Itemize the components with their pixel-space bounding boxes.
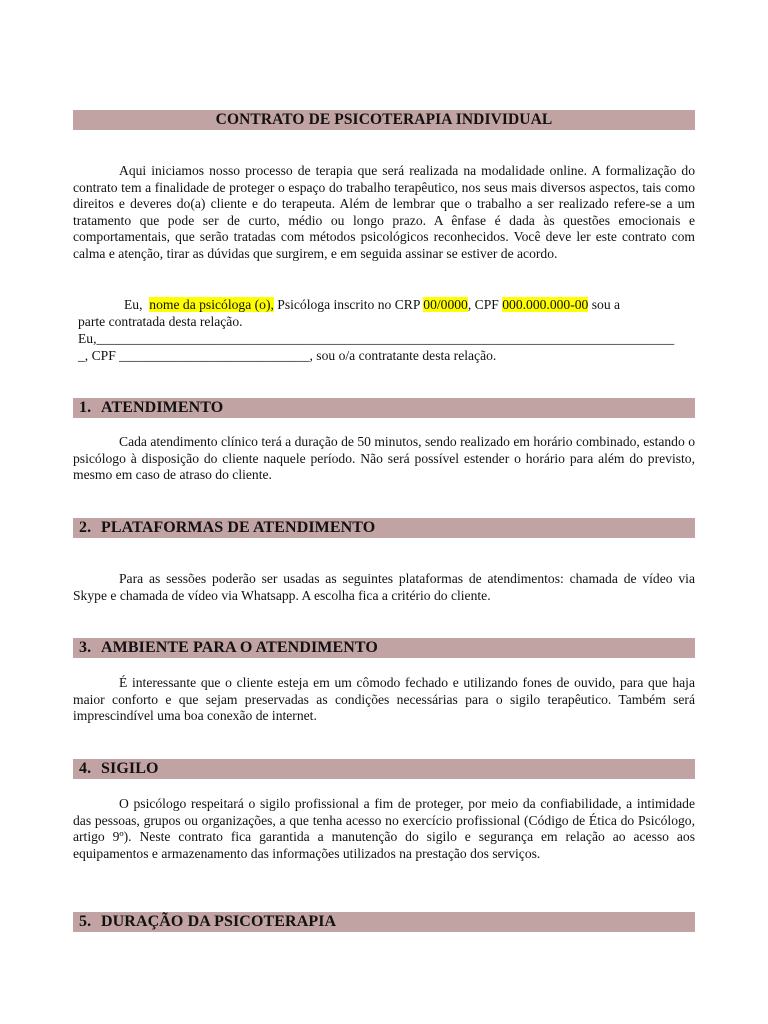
section-heading-atendimento: [73, 398, 695, 418]
client-name-line: Eu,_____________________________________________________________________________________: [78, 331, 675, 346]
section-title: DURAÇÃO DA PSICOTERAPIA: [101, 913, 337, 930]
section-title: PLATAFORMAS DE ATENDIMENTO: [101, 519, 376, 536]
section-number: 3.: [79, 639, 92, 656]
crp-prefix: Psicóloga inscrito no CRP: [273, 297, 424, 312]
crp-value-field: 00/0000: [423, 297, 468, 312]
section-text-plataformas: Para as sessões poderão ser usadas as seguintes plataformas de atendimentos: chamada de vídeo via Skype e chamada de vídeo via Whatsapp. A escolha fica a critério do cliente.: [73, 571, 695, 603]
parties-line-1: [124, 297, 620, 314]
client-cpf-line: _, CPF ____________________________, sou o/a contratante desta relação.: [78, 348, 497, 363]
section-heading-ambiente: [73, 638, 695, 658]
cpf-prefix: , CPF: [467, 297, 503, 312]
section-number: 2.: [79, 519, 92, 536]
section-number: 5.: [79, 913, 92, 930]
cpf-value-field: 000.000.000-00: [502, 297, 589, 312]
section-title: SIGILO: [101, 760, 159, 777]
intro-paragraph: Aqui iniciamos nosso processo de terapia que será realizada na modalidade online. A formalização do contrato tem a finalidade de proteger o espaço do trabalho terapêutico, nos seus mais diversos aspectos, tais como direitos e deveres do(a) cliente e do terapeuta. Além de lembrar que o trabalho a ser realizado refere-se a um tratamento que pode ser de curto, médio ou longo prazo. A ênfase é dada às questões emocionais e comportamentais, que serão tratadas com métodos psicológicos reconhecidos. Você deve ler este contrato com calma e atenção, tirar as dúvidas que surgirem, e em seguida assinar se estiver de acordo.: [73, 163, 695, 261]
section-title: ATENDIMENTO: [101, 399, 224, 416]
psychologist-name-field: nome da psicóloga (o),: [149, 297, 274, 312]
section-number: 1.: [79, 399, 92, 416]
section-number: 4.: [79, 760, 92, 777]
eu-prefix: Eu,: [124, 297, 143, 312]
section-text-sigilo: O psicólogo respeitará o sigilo profissional a fim de proteger, por meio da confiabilidade, a intimidade das pessoas, grupos ou organizações, a que tenha acesso no exercício profissional (Código de Ética do Psicólogo, artigo 9º). Neste contrato fica garantida a manutenção do sigilo e segurança em relação ao acesso aos equipamentos e armazenamento das informações utilizados na prestação dos serviços.: [73, 796, 695, 861]
section-heading-plataformas: [73, 518, 695, 538]
section-heading-sigilo: [73, 759, 695, 779]
section-text-ambiente: É interessante que o cliente esteja em um cômodo fechado e utilizando fones de ouvido, para que haja maior conforto e que sejam preservadas as condições necessárias para o sigilo terapêutico. Também será imprescindível uma boa conexão de internet.: [73, 675, 695, 724]
section-text-atendimento: Cada atendimento clínico terá a duração de 50 minutos, sendo realizado em horário combinado, estando o psicólogo à disposição do cliente naquele período. Não será possível estender o horário para além do previsto, mesmo em caso de atraso do cliente.: [73, 434, 695, 483]
document-title: CONTRATO DE PSICOTERAPIA INDIVIDUAL: [73, 110, 695, 130]
section-title: AMBIENTE PARA O ATENDIMENTO: [101, 639, 378, 656]
parties-line-2: parte contratada desta relação.: [78, 314, 243, 329]
section-heading-duracao: [73, 912, 695, 932]
contracted-suffix: sou a: [588, 297, 621, 312]
